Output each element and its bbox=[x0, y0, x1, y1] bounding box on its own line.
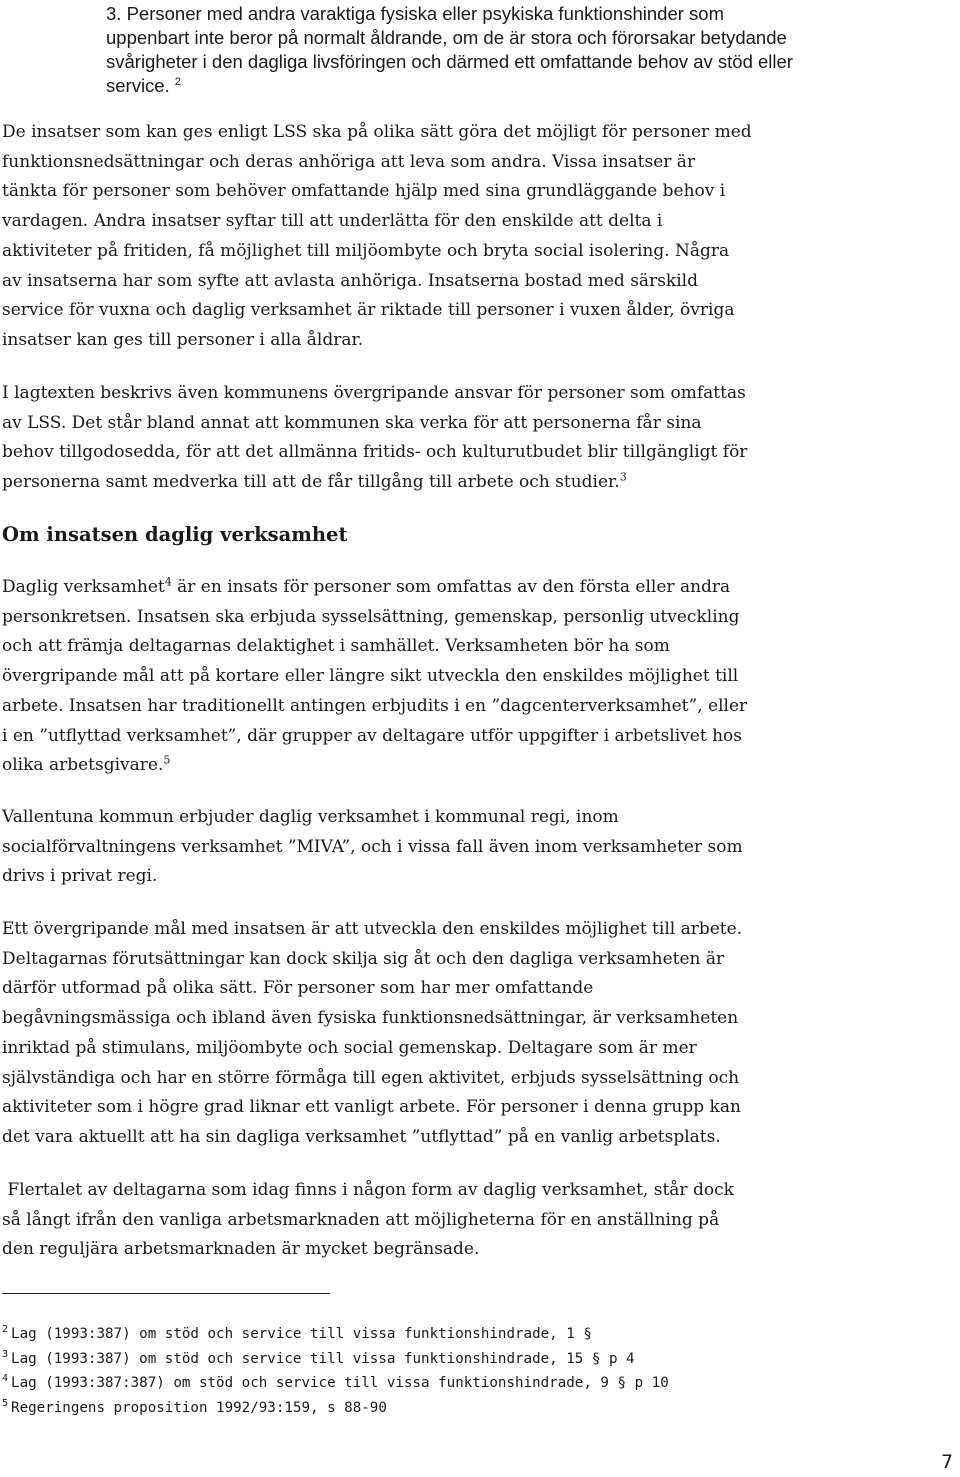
paragraph-6 bbox=[2, 1176, 882, 1265]
text-line-content: personerna samt medverka till att de får tillgång till arbete och studier. bbox=[2, 472, 620, 493]
footnote bbox=[2, 1371, 669, 1396]
footnote bbox=[2, 1322, 669, 1347]
text-line-content: olika arbetsgivare. bbox=[2, 755, 164, 776]
text-line: funktionsnedsättningar och deras anhöriga att leva som andra. Vissa insatser är bbox=[2, 151, 696, 172]
text-line: I lagtexten beskrivs även kommunens övergripande ansvar för personer som omfattas bbox=[2, 383, 746, 403]
footnotes-list bbox=[2, 1322, 669, 1420]
text-line: därför utformad på olika sätt. För personer som har mer omfattande bbox=[2, 978, 594, 999]
text-line: Flertalet av deltagarna som idag finns i någon form av daglig verksamhet, står dock bbox=[2, 1180, 734, 1200]
list-item-line bbox=[0, 2, 860, 26]
text-line: tänkta för personer som behöver omfattande hjälp med sina grundläggande behov i bbox=[2, 181, 726, 202]
footnote-number: 5 bbox=[2, 1397, 9, 1409]
list-item-line: svårigheter i den dagliga livsföringen och därmed ett omfattande behov av stöd eller bbox=[106, 51, 793, 72]
text-line: aktiviteter på fritiden, få möjlighet till miljöombyte och bryta social isolering. Några bbox=[2, 240, 730, 261]
text-line-start: Daglig verksamhet bbox=[2, 577, 165, 597]
text-line: aktiviteter som i högre grad liknar ett vanligt arbete. För personer i denna grupp kan bbox=[2, 1097, 741, 1118]
list-number: 3. bbox=[106, 3, 122, 24]
paragraph-1 bbox=[2, 118, 882, 356]
text-line: så långt ifrån den vanliga arbetsmarknaden att möjligheterna för en anställning på bbox=[2, 1209, 720, 1230]
text-line: av LSS. Det står bland annat att kommunen ska verka för att personerna får sina bbox=[2, 412, 702, 433]
text-line: det vara aktuellt att ha sin dagliga verksamhet ”utflyttad” på en vanlig arbetsplats. bbox=[2, 1126, 721, 1147]
text-line: behov tillgodosedda, för att det allmänna fritids- och kulturutbudet blir tillgängligt för bbox=[2, 442, 748, 463]
text-line bbox=[2, 573, 882, 603]
footnote-separator bbox=[2, 1293, 330, 1294]
text-line: De insatser som kan ges enligt LSS ska på olika sätt göra det möjligt för personer med bbox=[2, 122, 752, 142]
text-line bbox=[2, 468, 882, 498]
text-line: drivs i privat regi. bbox=[2, 866, 158, 887]
footnote-number: 4 bbox=[2, 1373, 9, 1385]
text-line bbox=[2, 751, 882, 781]
text-line: service för vuxna och daglig verksamhet är riktade till personer i vuxen ålder, övriga bbox=[2, 300, 735, 321]
footnote bbox=[2, 1347, 669, 1372]
text-line: arbete. Insatsen har traditionellt antingen erbjudits i en ”dagcenterverksamhet”, eller bbox=[2, 695, 748, 716]
footnote-ref[interactable]: 4 bbox=[164, 575, 172, 589]
list-item-3 bbox=[0, 2, 860, 98]
text-line: och att främja deltagarnas delaktighet i samhället. Verksamheten bör ha som bbox=[2, 636, 670, 657]
footnote-text: Lag (1993:387:387) om stöd och service till vissa funktionshindrade, 9 § p 10 bbox=[11, 1375, 669, 1391]
footnote-number: 2 bbox=[2, 1324, 9, 1336]
text-line: självständiga och har en större förmåga till egen aktivitet, erbjuds sysselsättning och bbox=[2, 1067, 740, 1088]
paragraph-4 bbox=[2, 803, 882, 892]
list-item-line: uppenbart inte beror på normalt åldrande, om de är stora och förorsakar betydande bbox=[106, 27, 787, 48]
footnote-text: Lag (1993:387) om stöd och service till vissa funktionshindrade, 1 § bbox=[11, 1326, 592, 1342]
footnote-ref[interactable]: 5 bbox=[163, 753, 171, 767]
text-line: Deltagarnas förutsättningar kan dock skilja sig åt och den dagliga verksamheten är bbox=[2, 948, 725, 969]
footnote bbox=[2, 1396, 669, 1421]
text-line: inriktad på stimulans, miljöombyte och social gemenskap. Deltagare som är mer bbox=[2, 1037, 697, 1058]
footnote-ref[interactable]: 3 bbox=[619, 470, 627, 484]
text-line: personkretsen. Insatsen ska erbjuda sysselsättning, gemenskap, personlig utveckling bbox=[2, 606, 740, 627]
text-line: socialförvaltningens verksamhet ”MIVA”, och i vissa fall även inom verksamheter som bbox=[2, 836, 743, 857]
list-item-text: Personer med andra varaktiga fysiska eller psykiska funktionshinder som bbox=[126, 3, 724, 24]
footnote-ref[interactable]: 2 bbox=[174, 75, 182, 88]
text-line: begåvningsmässiga och ibland även fysiska funktionsnedsättningar, är verksamheten bbox=[2, 1008, 739, 1029]
page-number: 7 bbox=[941, 1451, 954, 1473]
text-line: insatser kan ges till personer i alla åldrar. bbox=[2, 329, 364, 350]
text-line: vardagen. Andra insatser syftar till att underlätta för den enskilde att delta i bbox=[2, 211, 663, 232]
text-line-rest: är en insats för personer som omfattas av den första eller andra bbox=[171, 577, 731, 597]
text-line: övergripande mål att på kortare eller längre sikt utveckla den enskildes möjlighet till bbox=[2, 666, 739, 687]
list-item-text: service. bbox=[106, 75, 170, 96]
footnote-number: 3 bbox=[2, 1348, 9, 1360]
paragraph-2 bbox=[2, 379, 882, 498]
text-line: Ett övergripande mål med insatsen är att utveckla den enskildes möjlighet till arbete. bbox=[2, 919, 743, 939]
text-line: den reguljära arbetsmarknaden är mycket begränsade. bbox=[2, 1239, 480, 1260]
footnote-text: Lag (1993:387) om stöd och service till vissa funktionshindrade, 15 § p 4 bbox=[11, 1350, 635, 1367]
paragraph-5 bbox=[2, 915, 882, 1153]
text-line: i en ”utflyttad verksamhet”, där grupper av deltagare utför uppgifter i arbetslivet hos bbox=[2, 725, 742, 746]
footnote-text: Regeringens proposition 1992/93:159, s 88-90 bbox=[11, 1399, 387, 1416]
text-line: Vallentuna kommun erbjuder daglig verksamhet i kommunal regi, inom bbox=[2, 807, 619, 827]
section-heading: Om insatsen daglig verksamhet bbox=[2, 523, 348, 546]
text-line: av insatserna har som syfte att avlasta anhöriga. Insatserna bostad med särskild bbox=[2, 270, 698, 291]
list-item-line bbox=[0, 74, 860, 98]
paragraph-3 bbox=[2, 573, 882, 781]
